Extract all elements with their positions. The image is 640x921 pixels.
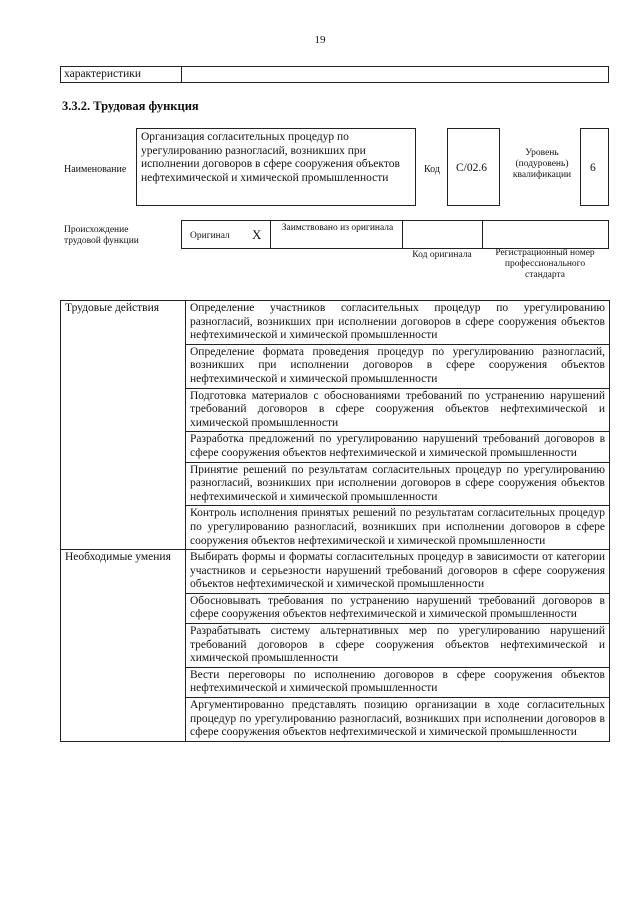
section-header-skills: Необходимые умения [61,550,186,742]
table-row [61,301,610,345]
section-header-actions: Трудовые действия [61,301,186,550]
function-level: 6 [590,162,596,174]
code-cell [447,128,500,206]
borrowed-cell [270,220,403,249]
name-label: Наименование [64,164,127,175]
top-row-label: характеристики [64,68,142,80]
list-item: Вести переговоры по исполнению договоров в сфере сооружения объектов нефтехимической и химической промышленности [186,667,610,697]
list-item: Разработка предложений по урегулированию нарушений требований договоров в сфере сооружения объектов нефтехимической и химической промышленности [186,432,610,462]
original-cell [181,220,271,249]
code-original-label: Код оригинала [412,250,472,260]
list-item: Определение формата проведения процедур по урегулированию разногласий, возникших при исполнении договоров в сфере сооружения объектов нефтехимической и химической промышленности [186,344,610,388]
level-label: Уровень (подуровень) квалификации [512,148,572,180]
list-item: Контроль исполнения принятых решений по результатам согласительных процедур по урегулированию разногласий, возникших при исполнении договоров в сфере сооружения объектов нефтехимической и химической промышленности [186,506,610,550]
list-item: Определение участников согласительных процедур по урегулированию разногласий, возникших при исполнении договоров в сфере сооружения объектов нефтехимической и химической промышленности [186,301,610,345]
borrowed-label: Заимствовано из оригинала [281,223,394,233]
top-row-label-cell [60,66,182,83]
list-item: Аргументированно представлять позицию организации в ходе согласительных процедур по урегулированию разногласий, возникших при исполнении договоров в сфере сооружения объектов нефтехимической и химической промышленности [186,698,610,742]
function-name: Организация согласительных процедур по урегулированию разногласий, возникших при исполнении договоров в сфере сооружения объектов нефтехимической и химической промышленности [141,131,400,184]
section-title: 3.3.2. Трудовая функция [62,99,199,113]
original-label: Оригинал [190,231,230,241]
original-mark: X [252,227,262,242]
top-row-value-cell [181,66,609,83]
requirements-table [60,300,610,742]
list-item: Выбирать формы и форматы согласительных процедур в зависимости от категории участников и серьезности нарушений требований договоров в сфере сооружения объектов нефтехимической и химической промышленности [186,550,610,594]
origin-label: Происхождение трудовой функции [64,225,139,246]
function-code: C/02.6 [456,162,487,174]
code-original-cell [402,220,483,249]
list-item: Обосновывать требования по устранению нарушений требований договоров в сфере сооружения объектов нефтехимической и химической промышленности [186,593,610,623]
code-label: Код [424,164,440,175]
reg-number-cell [482,220,609,249]
list-item: Разрабатывать систему альтернативных мер по урегулированию нарушений требований договоров в сфере сооружения объектов нефтехимической и химической промышленности [186,624,610,668]
function-name-cell [136,128,416,206]
list-item: Подготовка материалов с обоснованиями требований по устранению нарушений требований договоров в сфере сооружения объектов нефтехимической и химической промышленности [186,388,610,432]
list-item: Принятие решений по результатам согласительных процедур по урегулированию разногласий, возникших при исполнении договоров в сфере сооружения объектов нефтехимической и химической промышленности [186,462,610,506]
reg-number-label: Регистрационный номер профессионального стандарта [495,248,595,280]
table-row [61,550,610,594]
level-cell [580,128,609,206]
page-number: 19 [314,34,326,46]
